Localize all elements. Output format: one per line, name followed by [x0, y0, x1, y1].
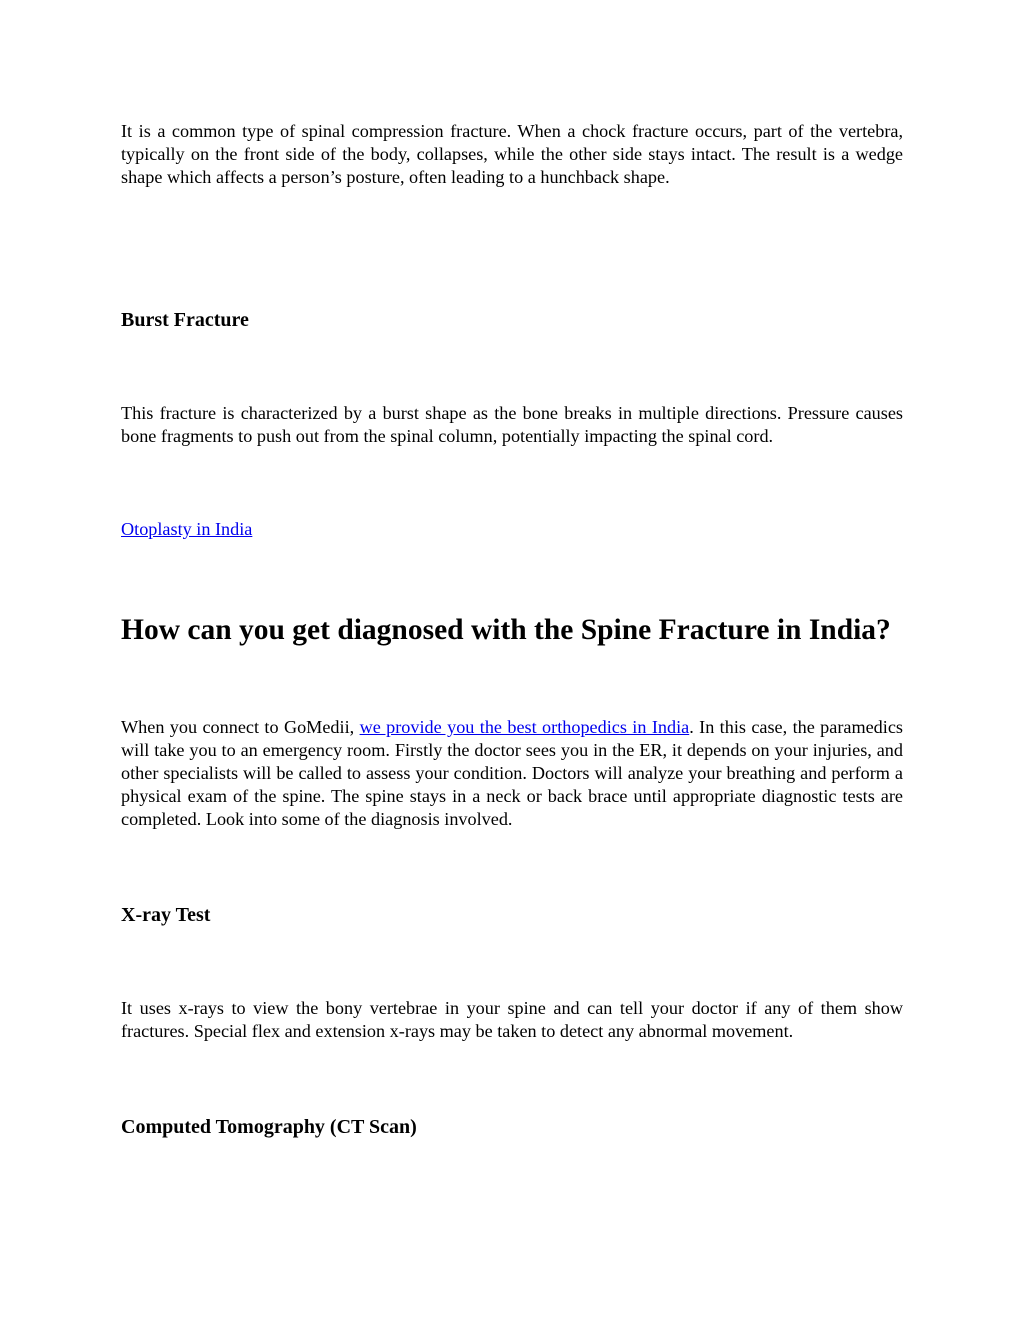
- diagnosis-heading-wrap: [121, 612, 903, 648]
- xray-heading-wrap: [121, 903, 903, 927]
- ct-scan-heading: Computed Tomography (CT Scan): [121, 1116, 417, 1138]
- diagnosis-paragraph-start: When you connect to GoMedii,: [121, 717, 360, 737]
- burst-fracture-heading: Burst Fracture: [121, 309, 249, 331]
- intro-section: [121, 120, 903, 189]
- xray-section: [121, 997, 903, 1043]
- otoplasty-link-wrap: [121, 518, 903, 541]
- diagnosis-paragraph-end: . In this case, the paramedics will take you to an emergency room. Firstly the doctor sees you in the ER, it depends on your injuries, and other specialists will be called to assess your condition. Doctors will analyze your breathing and perform a physical exam of the spine. The spine stays in a neck or back brace until appropriate diagnostic tests are completed. Look into some of the diagnosis involved.: [121, 717, 903, 829]
- otoplasty-link[interactable]: Otoplasty in India: [121, 519, 253, 539]
- orthopedics-link[interactable]: we provide you the best orthopedics in India: [359, 717, 690, 737]
- ct-heading-wrap: [121, 1115, 903, 1139]
- burst-section-heading-wrap: [121, 308, 903, 332]
- burst-section: [121, 402, 903, 448]
- intro-paragraph: It is a common type of spinal compression fracture. When a chock fracture occurs, part of the vertebra, typically on the front side of the body, collapses, while the other side stays intact. The result is a wedge shape which affects a person’s posture, often leading to a hunchback shape.: [121, 121, 903, 187]
- diagnosis-heading: How can you get diagnosed with the Spine Fracture in India?: [121, 614, 891, 646]
- diagnosis-paragraph: [121, 716, 903, 831]
- burst-fracture-paragraph: This fracture is characterized by a burst shape as the bone breaks in multiple directions. Pressure causes bone fragments to push out from the spinal column, potentially impacting the spinal cord.: [121, 403, 903, 446]
- diagnosis-section: [121, 716, 903, 831]
- xray-test-heading: X-ray Test: [121, 904, 211, 926]
- xray-paragraph: It uses x-rays to view the bony vertebrae in your spine and can tell your doctor if any of them show fractures. Special flex and extension x-rays may be taken to detect any abnormal movement.: [121, 998, 903, 1041]
